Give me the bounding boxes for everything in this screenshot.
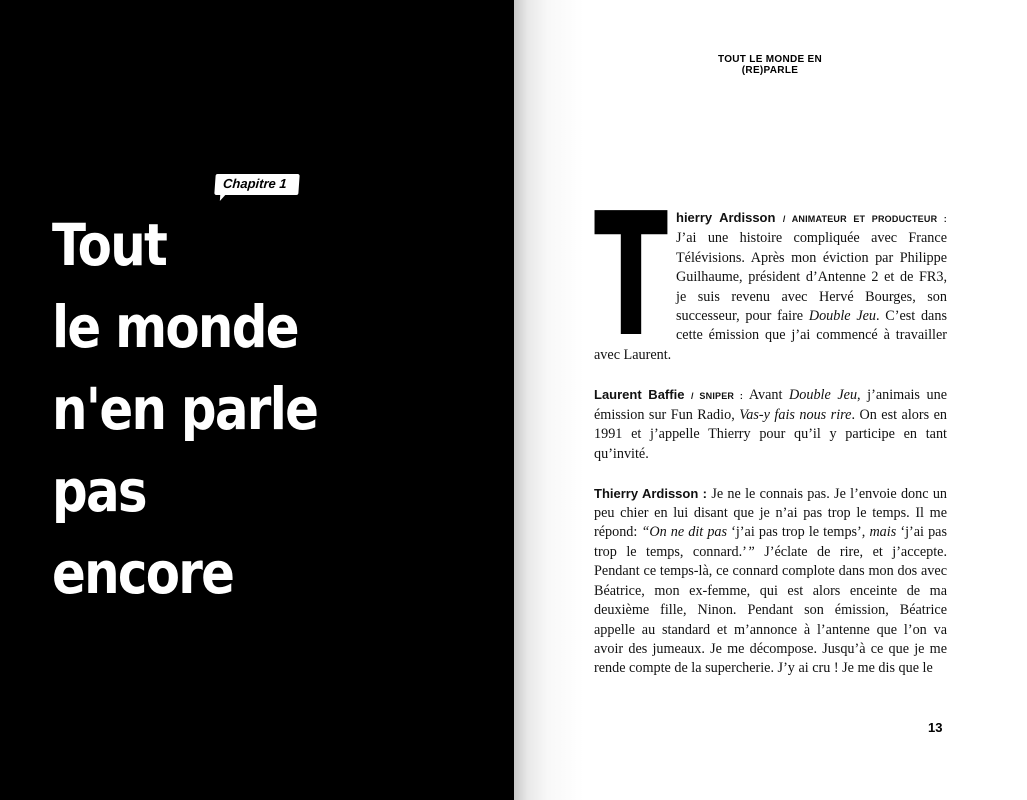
chapter-title-line: pas <box>52 457 146 525</box>
speaker-role: / ANIMATEUR ET PRODUCTEUR : <box>782 214 947 224</box>
drop-cap-letter-glyph <box>594 210 668 338</box>
chapter-title-line: encore <box>52 539 234 607</box>
drop-cap <box>594 210 668 338</box>
quote-italic: ” <box>746 543 755 560</box>
paragraph-text: . C’est dans cette émission que j’ai commencé à travailler avec Laurent. <box>594 308 947 363</box>
paragraph <box>594 484 947 679</box>
chapter-title <box>52 204 317 614</box>
speaker-role: / SNIPER : <box>691 390 744 401</box>
paragraph-text: Avant <box>748 386 790 403</box>
speaker-name: Thierry Ardisson : <box>594 485 707 501</box>
paragraph-text: J’ai une histoire compliquée avec France Télévisions. Après mon éviction par Philippe Guilhaume, président d’Antenne 2 et de FR3, je suis revenu avec Hervé Bourges, son successeur, pour faire <box>676 230 947 325</box>
quote-italic: mais <box>869 524 901 541</box>
chapter-title-line: le monde <box>52 293 298 361</box>
paragraph <box>594 385 947 465</box>
chapter-title-line: Tout <box>52 211 167 279</box>
title-italic: Double Jeu <box>789 386 858 403</box>
paragraph-text: J’éclate de rire, et j’accepte. Pendant ce temps-là, ce connard complote dans mon dos avec Béatrice, mon ex-femme, qui est alors enceinte de ma deuxième fille, Ninon. Pendant son émission, Béatrice appelle au standard et m’annonce à l’antenne que l’on va avoir des jumeaux. Je me décompose. Jusqu’à ce que je me rende compte de la supercherie. J’y ai cru ! Je me dis que le <box>594 543 948 677</box>
speaker-name: hierry Ardisson <box>676 210 776 225</box>
title-italic: Vas-y fais nous rire <box>739 407 852 424</box>
speaker-name: Laurent Baffie <box>594 386 685 402</box>
body-text <box>594 208 947 698</box>
paragraph-text: ‘j’ai pas trop le temps, connard.’ <box>594 524 947 560</box>
chapter-title-line: n'en parle <box>52 375 318 443</box>
paragraph-text: , j’animais une émission sur Fun Radio, <box>594 386 948 424</box>
title-italic: Double Jeu <box>808 308 877 325</box>
drop-cap-letter: T <box>594 210 668 338</box>
chapter-label: Chapitre 1 <box>214 174 299 195</box>
page-number: 13 <box>928 720 943 735</box>
paragraph-text: ‘j’ai pas trop le temps’, <box>731 524 870 541</box>
quote-italic: “On ne dit pas <box>641 524 732 541</box>
running-head: TOUT LE MONDE EN (RE)PARLE <box>717 54 823 76</box>
paragraph-text: . On est alors en 1991 et j’appelle Thierry pour qu’il y participe en tant qu’invité. <box>594 407 947 462</box>
paragraph-text: Je ne le connais pas. Je l’envoie donc un peu chier en lui disant que je n’ai pas trop le temps. Il me répond: <box>594 485 948 541</box>
paragraph <box>594 208 947 365</box>
